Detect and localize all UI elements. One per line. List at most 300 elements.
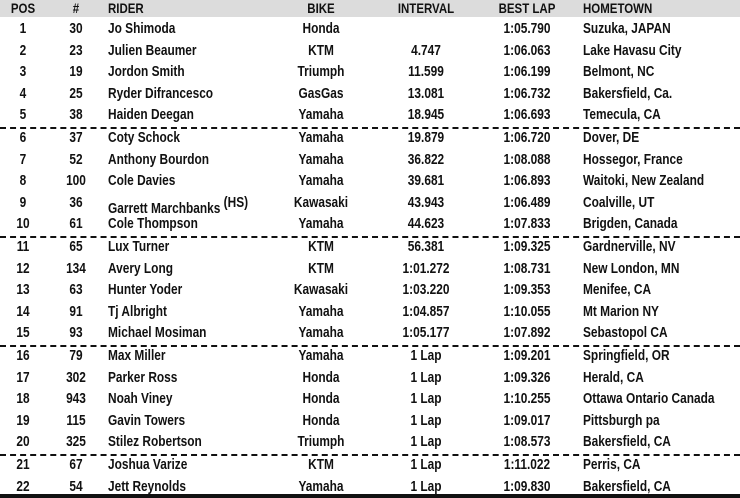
row-interval-text: 43.943 — [407, 194, 445, 211]
row-hometown — [583, 411, 660, 432]
row-hometown — [583, 214, 677, 235]
row-rider-text: Max Miller — [108, 348, 166, 364]
row-number — [55, 41, 98, 62]
row-rider — [108, 346, 165, 367]
row-interval — [385, 323, 467, 344]
row-best-lap-text: 1:05.790 — [503, 21, 551, 37]
row-best-lap-text: 1:06.720 — [503, 130, 551, 146]
row-number — [55, 105, 98, 126]
row-best-lap — [490, 432, 564, 453]
row-rider-text: Garrett Marchbanks — [108, 200, 221, 217]
row-best-lap-text: 1:07.833 — [503, 216, 551, 232]
table-row — [0, 455, 740, 476]
row-number-text: 52 — [69, 151, 83, 168]
row-best-lap-text: 1:06.693 — [503, 107, 551, 123]
row-bike — [278, 128, 365, 149]
row-hometown — [583, 389, 714, 410]
table-row — [0, 41, 740, 62]
row-best-lap-text: 1:10.055 — [503, 303, 551, 320]
table-row — [0, 214, 740, 235]
row-pos-text: 7 — [19, 151, 27, 168]
row-rider-text: Lux Turner — [108, 239, 170, 255]
row-best-lap — [490, 323, 564, 344]
row-number — [55, 346, 98, 367]
row-hometown — [583, 237, 676, 258]
row-number-text: 37 — [69, 130, 83, 146]
row-number-text: 79 — [69, 348, 83, 364]
row-hometown-text: Temecula, CA — [583, 107, 661, 123]
row-rider-text: Cole Thompson — [108, 216, 198, 232]
table-row — [0, 323, 740, 344]
row-pos-text: 2 — [19, 42, 27, 59]
table-row — [0, 62, 740, 83]
row-best-lap-text: 1:09.353 — [503, 282, 551, 298]
row-interval-text: 1 Lap — [410, 434, 442, 450]
table-row — [0, 19, 740, 40]
row-pos-text: 13 — [16, 282, 30, 298]
row-hometown — [583, 193, 654, 214]
row-pos — [4, 41, 42, 62]
row-pos — [4, 19, 42, 40]
row-hometown-text: Coalville, UT — [583, 194, 655, 211]
row-pos-text: 19 — [16, 412, 30, 429]
row-rider — [108, 150, 209, 171]
header-interval: INTERVAL — [397, 0, 455, 16]
row-rider — [108, 302, 167, 323]
row-number — [55, 193, 98, 214]
row-hometown-text: Pittsburgh pa — [583, 412, 660, 429]
row-rider-text: Hunter Yoder — [108, 282, 183, 298]
row-pos — [4, 302, 42, 323]
row-interval-text: 1 Lap — [410, 369, 442, 386]
row-interval — [385, 150, 467, 171]
row-interval — [385, 62, 467, 83]
row-bike-text: Yamaha — [298, 216, 344, 232]
row-pos — [4, 193, 42, 214]
table-row — [0, 368, 740, 389]
row-bike-text: Honda — [302, 21, 340, 37]
row-number — [55, 171, 98, 192]
row-interval-text: 39.681 — [407, 173, 445, 189]
row-bike-text: Yamaha — [298, 130, 344, 146]
row-bike-text: Triumph — [297, 64, 345, 80]
row-interval-text: 1:04.857 — [402, 303, 450, 320]
row-interval — [385, 389, 467, 410]
table-row — [0, 432, 740, 453]
row-best-lap — [490, 128, 564, 149]
table-row — [0, 389, 740, 410]
row-hometown — [583, 41, 681, 62]
row-rider — [108, 19, 175, 40]
row-number-text: 100 — [66, 173, 86, 189]
row-interval — [385, 171, 467, 192]
row-rider-text: Noah Viney — [108, 391, 173, 407]
row-pos-text: 4 — [19, 85, 27, 102]
row-hometown — [583, 19, 671, 40]
row-bike — [278, 302, 365, 323]
row-interval — [385, 41, 467, 62]
row-bike — [278, 280, 365, 301]
row-number-text: 25 — [69, 85, 83, 102]
row-interval-text: 4.747 — [411, 42, 441, 59]
row-number — [55, 259, 98, 280]
table-row — [0, 280, 740, 301]
row-number-text: 36 — [69, 194, 83, 211]
row-pos — [4, 346, 42, 367]
row-best-lap — [490, 214, 564, 235]
row-best-lap — [490, 411, 564, 432]
row-number — [55, 368, 98, 389]
row-best-lap — [490, 346, 564, 367]
table-header — [0, 0, 740, 17]
row-hometown-text: Dover, DE — [583, 130, 640, 146]
row-best-lap-text: 1:08.731 — [503, 260, 551, 277]
row-number-text: 67 — [69, 457, 83, 473]
header-hometown: HOMETOWN — [583, 0, 653, 16]
rider-tag: (HS) — [223, 194, 249, 211]
row-pos — [4, 259, 42, 280]
row-best-lap — [490, 171, 564, 192]
row-number-text: 63 — [69, 282, 83, 298]
row-bike-text: KTM — [308, 42, 334, 59]
row-rider-text: Avery Long — [108, 260, 173, 277]
row-interval — [385, 302, 467, 323]
row-bike-text: Honda — [302, 391, 340, 407]
row-interval — [385, 280, 467, 301]
table-row — [0, 411, 740, 432]
row-interval-text: 18.945 — [407, 107, 445, 123]
row-pos-text: 21 — [16, 457, 30, 473]
row-rider — [108, 432, 202, 453]
header-bike: BIKE — [307, 0, 335, 16]
row-best-lap-text: 1:06.732 — [503, 85, 551, 102]
row-number-text: 134 — [66, 260, 86, 277]
row-bike — [278, 84, 365, 105]
row-hometown — [583, 62, 654, 83]
row-number-text: 93 — [69, 325, 83, 341]
row-pos — [4, 389, 42, 410]
row-number-text: 91 — [69, 303, 83, 320]
row-bike-text: Kawasaki — [293, 282, 349, 298]
row-rider — [108, 323, 206, 344]
row-bike — [278, 171, 365, 192]
row-pos — [4, 62, 42, 83]
row-rider — [108, 411, 185, 432]
row-pos — [4, 280, 42, 301]
row-pos — [4, 214, 42, 235]
table-row — [0, 171, 740, 192]
table-row — [0, 193, 740, 217]
row-rider — [108, 128, 180, 149]
row-hometown — [583, 346, 670, 367]
row-bike-text: Kawasaki — [293, 194, 349, 211]
row-interval-text: 36.822 — [407, 151, 445, 168]
row-bike — [278, 150, 365, 171]
row-interval — [385, 411, 467, 432]
row-best-lap-text: 1:09.017 — [503, 412, 551, 429]
row-hometown-text: Springfield, OR — [583, 348, 670, 364]
row-pos — [4, 368, 42, 389]
row-best-lap-text: 1:08.088 — [503, 151, 551, 168]
row-number — [55, 323, 98, 344]
row-hometown — [583, 432, 671, 453]
row-rider-text: Coty Schock — [108, 130, 181, 146]
row-bike-text: Yamaha — [298, 303, 344, 320]
row-hometown — [583, 150, 683, 171]
row-interval — [385, 455, 467, 476]
row-bike — [278, 19, 365, 40]
header-pos: POS — [10, 0, 36, 16]
table-row — [0, 150, 740, 171]
row-hometown-text: Bakersfield, CA — [583, 478, 671, 495]
row-interval-text: 1 Lap — [410, 457, 442, 473]
row-interval-text: 13.081 — [407, 85, 445, 102]
row-number-text: 115 — [66, 412, 86, 429]
row-number — [55, 432, 98, 453]
row-interval — [385, 84, 467, 105]
row-bike-text: Honda — [302, 412, 340, 429]
row-bike — [278, 455, 365, 476]
row-interval — [385, 237, 467, 258]
row-hometown — [583, 105, 661, 126]
row-interval-text: 1 Lap — [410, 348, 442, 364]
row-best-lap-text: 1:06.893 — [503, 173, 551, 189]
row-rider — [108, 280, 182, 301]
row-hometown-text: Menifee, CA — [583, 282, 652, 298]
row-hometown-text: Bakersfield, CA — [583, 434, 671, 450]
row-rider — [108, 368, 177, 389]
row-best-lap — [490, 237, 564, 258]
row-best-lap — [490, 280, 564, 301]
row-best-lap — [490, 302, 564, 323]
row-hometown-text: Lake Havasu City — [583, 42, 682, 59]
row-rider — [108, 84, 213, 105]
row-hometown-text: New London, MN — [583, 260, 680, 277]
row-rider — [108, 214, 198, 235]
row-interval — [385, 214, 467, 235]
row-bike — [278, 41, 365, 62]
row-number — [55, 237, 98, 258]
row-best-lap — [490, 389, 564, 410]
row-rider-text: Jordon Smith — [108, 64, 185, 80]
row-bike-text: Yamaha — [298, 151, 344, 168]
row-pos-text: 20 — [16, 434, 30, 450]
row-bike-text: Yamaha — [298, 325, 344, 341]
row-best-lap — [490, 84, 564, 105]
row-hometown-text: Herald, CA — [583, 369, 644, 386]
row-best-lap-text: 1:06.489 — [503, 194, 551, 211]
row-hometown — [583, 455, 641, 476]
row-rider-text: Stilez Robertson — [108, 434, 202, 450]
row-number — [55, 128, 98, 149]
row-hometown-text: Brigden, Canada — [583, 216, 678, 232]
row-best-lap-text: 1:09.201 — [503, 348, 551, 364]
row-best-lap-text: 1:09.830 — [503, 478, 551, 495]
row-rider-text: Anthony Bourdon — [108, 151, 210, 168]
row-number-text: 23 — [69, 42, 83, 59]
row-interval-text: 1 Lap — [410, 478, 442, 495]
row-interval-text: 11.599 — [408, 64, 444, 80]
row-number — [55, 455, 98, 476]
row-bike — [278, 323, 365, 344]
row-number-text: 54 — [69, 478, 83, 495]
header-rider: RIDER — [108, 0, 144, 16]
row-hometown-text: Ottawa Ontario Canada — [583, 391, 715, 407]
row-number — [55, 389, 98, 410]
row-interval — [385, 193, 467, 214]
row-bike — [278, 346, 365, 367]
row-best-lap-text: 1:06.199 — [503, 64, 551, 80]
row-pos — [4, 150, 42, 171]
row-number — [55, 411, 98, 432]
row-rider-text: Jett Reynolds — [108, 478, 186, 495]
row-pos — [4, 323, 42, 344]
row-best-lap-text: 1:06.063 — [503, 42, 551, 59]
row-hometown-text: Bakersfield, Ca. — [583, 85, 673, 102]
row-pos — [4, 84, 42, 105]
row-interval — [385, 105, 467, 126]
row-bike — [278, 62, 365, 83]
row-bike — [278, 214, 365, 235]
row-bike — [278, 432, 365, 453]
row-hometown — [583, 128, 639, 149]
row-pos-text: 5 — [19, 107, 27, 123]
row-number — [55, 280, 98, 301]
row-rider — [108, 389, 173, 410]
row-number — [55, 84, 98, 105]
row-rider-text: Parker Ross — [108, 369, 178, 386]
row-best-lap — [490, 62, 564, 83]
row-pos-text: 3 — [19, 64, 27, 80]
row-hometown-text: Gardnerville, NV — [583, 239, 676, 255]
row-pos-text: 8 — [19, 173, 27, 189]
table-row — [0, 259, 740, 280]
row-number-text: 325 — [66, 434, 86, 450]
row-best-lap — [490, 150, 564, 171]
row-hometown — [583, 302, 659, 323]
row-number-text: 38 — [69, 107, 83, 123]
row-best-lap — [490, 455, 564, 476]
row-interval — [385, 128, 467, 149]
row-pos-text: 18 — [16, 391, 30, 407]
table-bottom-border — [0, 494, 740, 498]
row-rider-text: Jo Shimoda — [108, 21, 176, 37]
row-pos-text: 1 — [19, 21, 27, 37]
row-pos-text: 14 — [16, 303, 30, 320]
row-hometown-text: Perris, CA — [583, 457, 641, 473]
row-number-text: 302 — [66, 369, 86, 386]
table-row — [0, 105, 740, 126]
row-hometown — [583, 259, 679, 280]
row-best-lap — [490, 41, 564, 62]
row-interval — [385, 368, 467, 389]
row-hometown-text: Suzuka, JAPAN — [583, 21, 671, 37]
row-hometown-text: Mt Marion NY — [583, 303, 659, 320]
row-pos — [4, 171, 42, 192]
row-pos-text: 16 — [16, 348, 30, 364]
row-interval-text: 1 Lap — [410, 391, 442, 407]
row-bike — [278, 193, 365, 214]
row-hometown — [583, 84, 672, 105]
row-bike — [278, 105, 365, 126]
row-pos-text: 12 — [16, 260, 30, 277]
row-rider-text: Joshua Varize — [108, 457, 188, 473]
row-hometown-text: Hossegor, France — [583, 151, 683, 168]
table-row — [0, 84, 740, 105]
row-pos-text: 11 — [16, 239, 30, 255]
row-hometown — [583, 323, 668, 344]
row-rider — [108, 237, 169, 258]
row-pos-text: 22 — [16, 478, 30, 495]
row-interval-text: 1:05.177 — [402, 325, 450, 341]
row-rider — [108, 455, 187, 476]
row-pos-text: 17 — [16, 369, 30, 386]
row-bike-text: Honda — [302, 369, 340, 386]
row-bike-text: GasGas — [298, 85, 344, 102]
row-best-lap-text: 1:09.325 — [503, 239, 551, 255]
row-interval-text: 44.623 — [407, 216, 445, 232]
row-rider — [108, 41, 197, 62]
row-rider-text: Ryder Difrancesco — [108, 85, 214, 102]
row-bike-text: KTM — [308, 239, 334, 255]
row-rider-text: Michael Mosiman — [108, 325, 207, 341]
row-pos — [4, 432, 42, 453]
row-interval-text: 1 Lap — [410, 412, 442, 429]
row-number — [55, 62, 98, 83]
row-number-text: 943 — [66, 391, 86, 407]
row-best-lap — [490, 105, 564, 126]
row-rider-text: Cole Davies — [108, 173, 176, 189]
row-interval-text: 1:03.220 — [402, 282, 450, 298]
row-bike-text: KTM — [308, 260, 334, 277]
row-pos — [4, 128, 42, 149]
row-number — [55, 214, 98, 235]
table-row — [0, 346, 740, 367]
row-pos — [4, 237, 42, 258]
row-hometown-text: Belmont, NC — [583, 64, 655, 80]
row-best-lap-text: 1:08.573 — [503, 434, 551, 450]
row-rider — [108, 171, 175, 192]
row-pos-text: 6 — [19, 130, 27, 146]
row-best-lap-text: 1:09.326 — [503, 369, 551, 386]
table-row — [0, 237, 740, 258]
row-number-text: 30 — [69, 21, 83, 37]
row-rider-text: Tj Albright — [108, 303, 168, 320]
header-best-lap: BEST LAP — [498, 0, 556, 16]
row-bike-text: Yamaha — [298, 173, 344, 189]
row-pos — [4, 105, 42, 126]
row-pos-text: 9 — [19, 194, 27, 211]
row-hometown — [583, 171, 704, 192]
row-hometown — [583, 368, 644, 389]
row-number — [55, 302, 98, 323]
row-rider-text: Haiden Deegan — [108, 107, 194, 123]
row-number-text: 19 — [69, 64, 83, 80]
row-bike-text: Yamaha — [298, 107, 344, 123]
row-rider — [108, 259, 173, 280]
row-best-lap-text: 1:10.255 — [503, 391, 551, 407]
table-row — [0, 302, 740, 323]
row-hometown-text: Sebastopol CA — [583, 325, 668, 341]
row-bike — [278, 237, 365, 258]
row-interval-text: 1:01.272 — [402, 260, 450, 277]
row-best-lap — [490, 193, 564, 214]
row-number-text: 65 — [69, 239, 83, 255]
row-interval — [385, 346, 467, 367]
row-interval — [385, 432, 467, 453]
row-bike — [278, 411, 365, 432]
row-number-text: 61 — [69, 216, 83, 232]
